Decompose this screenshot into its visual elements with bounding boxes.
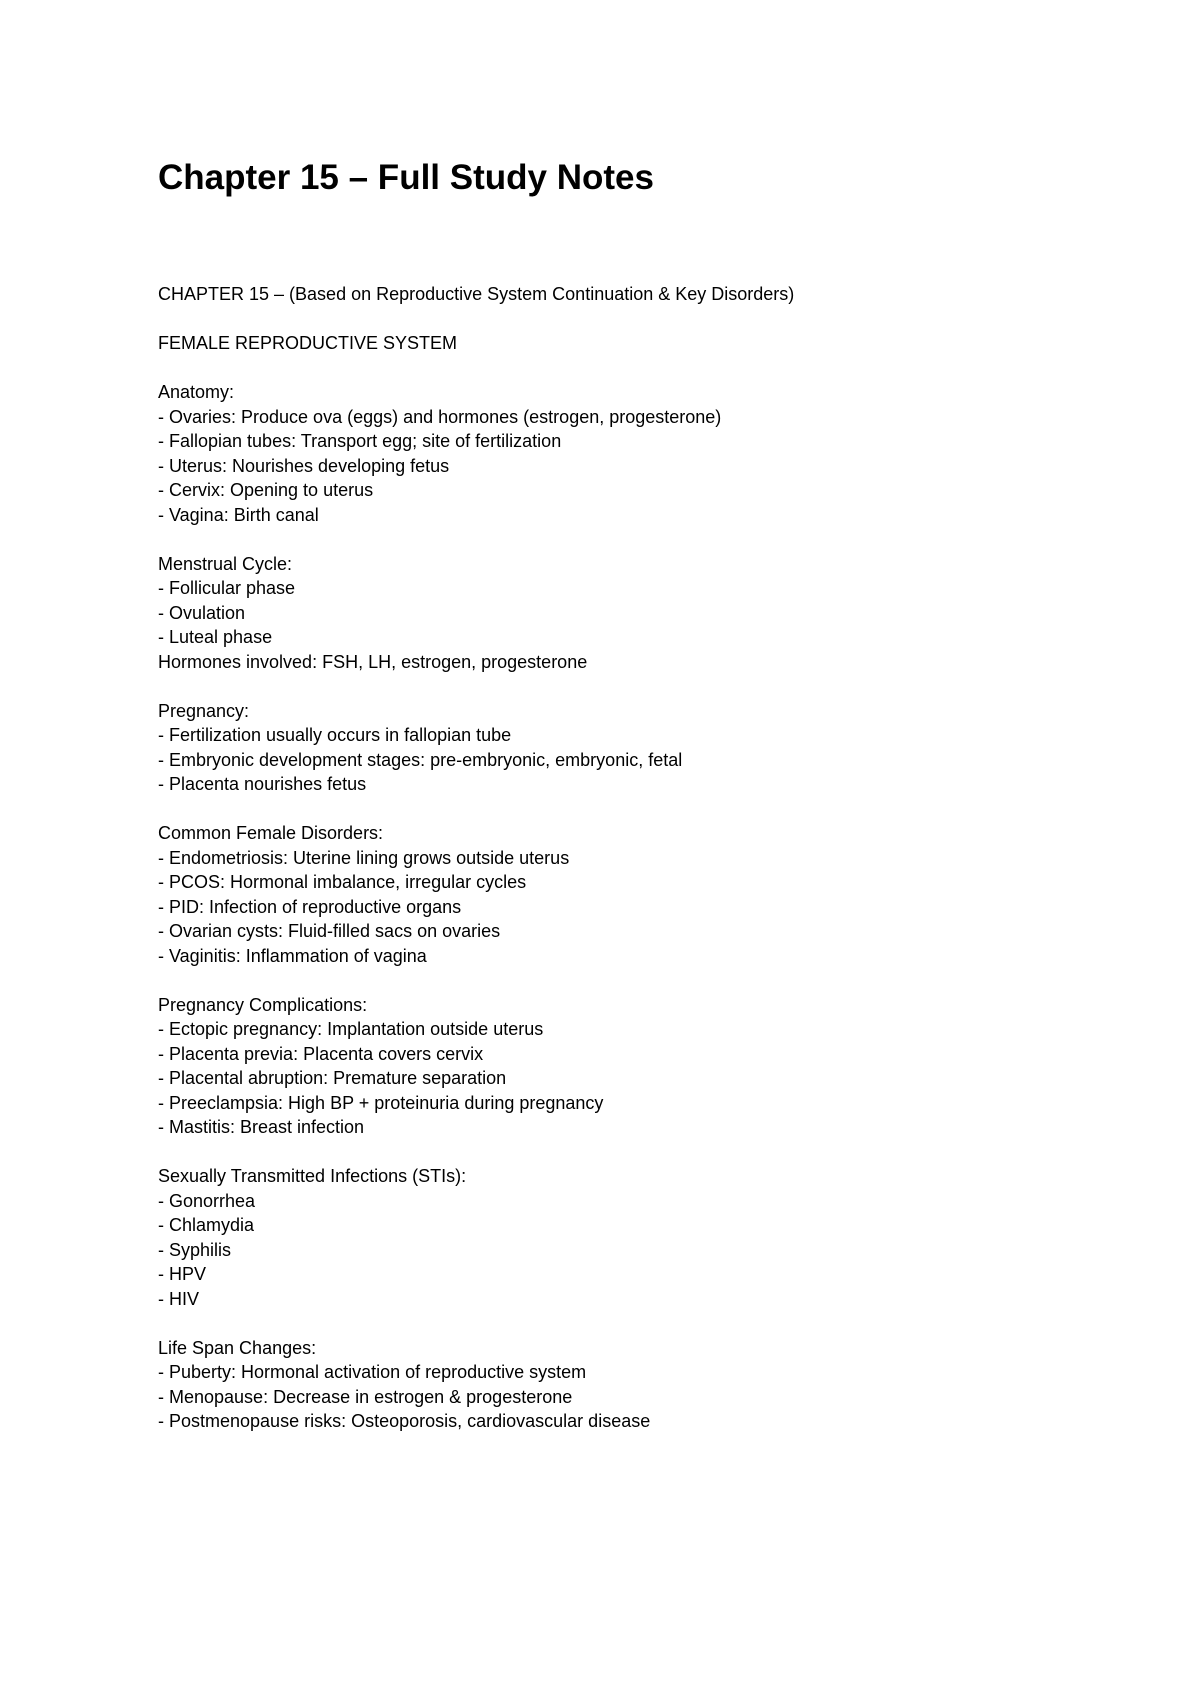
list-item: - Gonorrhea (158, 1190, 256, 1211)
notes-section (158, 699, 1158, 797)
notes-section (158, 552, 1158, 675)
list-item: - Vagina: Birth canal (158, 504, 319, 525)
section-heading: Pregnancy Complications: (158, 994, 368, 1015)
list-item: - Mastitis: Breast infection (158, 1117, 365, 1137)
notes-sections (158, 380, 1158, 1458)
system-heading: FEMALE REPRODUCTIVE SYSTEM (158, 333, 458, 353)
chapter-subtitle: CHAPTER 15 – (Based on Reproductive System Continuation & Key Disorders) (158, 284, 795, 304)
list-item: - Placental abruption: Premature separation (158, 1068, 507, 1088)
list-item: - PID: Infection of reproductive organs (158, 896, 462, 917)
list-item: Hormones involved: FSH, LH, estrogen, progesterone (158, 651, 588, 672)
list-item: - Placenta nourishes fetus (158, 774, 367, 794)
section-heading: Common Female Disorders: (158, 823, 384, 843)
list-item: - Preeclampsia: High BP + proteinuria during pregnancy (158, 1092, 604, 1113)
list-item: - Uterus: Nourishes developing fetus (158, 455, 450, 476)
page-title: Chapter 15 – Full Study Notes (158, 158, 654, 197)
list-item: - PCOS: Hormonal imbalance, irregular cycles (158, 872, 527, 892)
list-item: - Embryonic development stages: pre-embryonic, embryonic, fetal (158, 749, 683, 770)
list-item: - Fallopian tubes: Transport egg; site of fertilization (158, 431, 562, 451)
list-item: - Postmenopause risks: Osteoporosis, cardiovascular disease (158, 1411, 651, 1431)
section-heading: Life Span Changes: (158, 1337, 317, 1358)
section-heading: Pregnancy: (158, 700, 250, 721)
list-item: - Ovulation (158, 602, 246, 623)
list-item: - Puberty: Hormonal activation of reproductive system (158, 1362, 587, 1382)
list-item: - Chlamydia (158, 1215, 255, 1235)
list-item: - Vaginitis: Inflammation of vagina (158, 945, 427, 966)
notes-section (158, 1164, 1158, 1311)
notes-section (158, 380, 1158, 527)
list-item: - Ectopic pregnancy: Implantation outside uterus (158, 1019, 544, 1039)
section-heading: Sexually Transmitted Infections (STIs): (158, 1166, 467, 1186)
list-item: - Luteal phase (158, 627, 273, 647)
list-item: - Ovarian cysts: Fluid-filled sacs on ovaries (158, 921, 501, 941)
notes-section (158, 1336, 1158, 1434)
section-heading: Menstrual Cycle: (158, 553, 293, 574)
list-item: - Ovaries: Produce ova (eggs) and hormones (estrogen, progesterone) (158, 406, 722, 427)
list-item: - Menopause: Decrease in estrogen & progesterone (158, 1386, 573, 1407)
notes-section (158, 821, 1158, 968)
section-heading: Anatomy: (158, 382, 235, 402)
list-item: - HIV (158, 1288, 200, 1309)
list-item: - Syphilis (158, 1239, 232, 1260)
list-item: - HPV (158, 1264, 207, 1284)
list-item: - Cervix: Opening to uterus (158, 480, 374, 500)
notes-section (158, 993, 1158, 1140)
list-item: - Placenta previa: Placenta covers cervix (158, 1043, 484, 1064)
list-item: - Follicular phase (158, 578, 296, 598)
list-item: - Endometriosis: Uterine lining grows outside uterus (158, 847, 570, 868)
list-item: - Fertilization usually occurs in fallopian tube (158, 725, 512, 745)
